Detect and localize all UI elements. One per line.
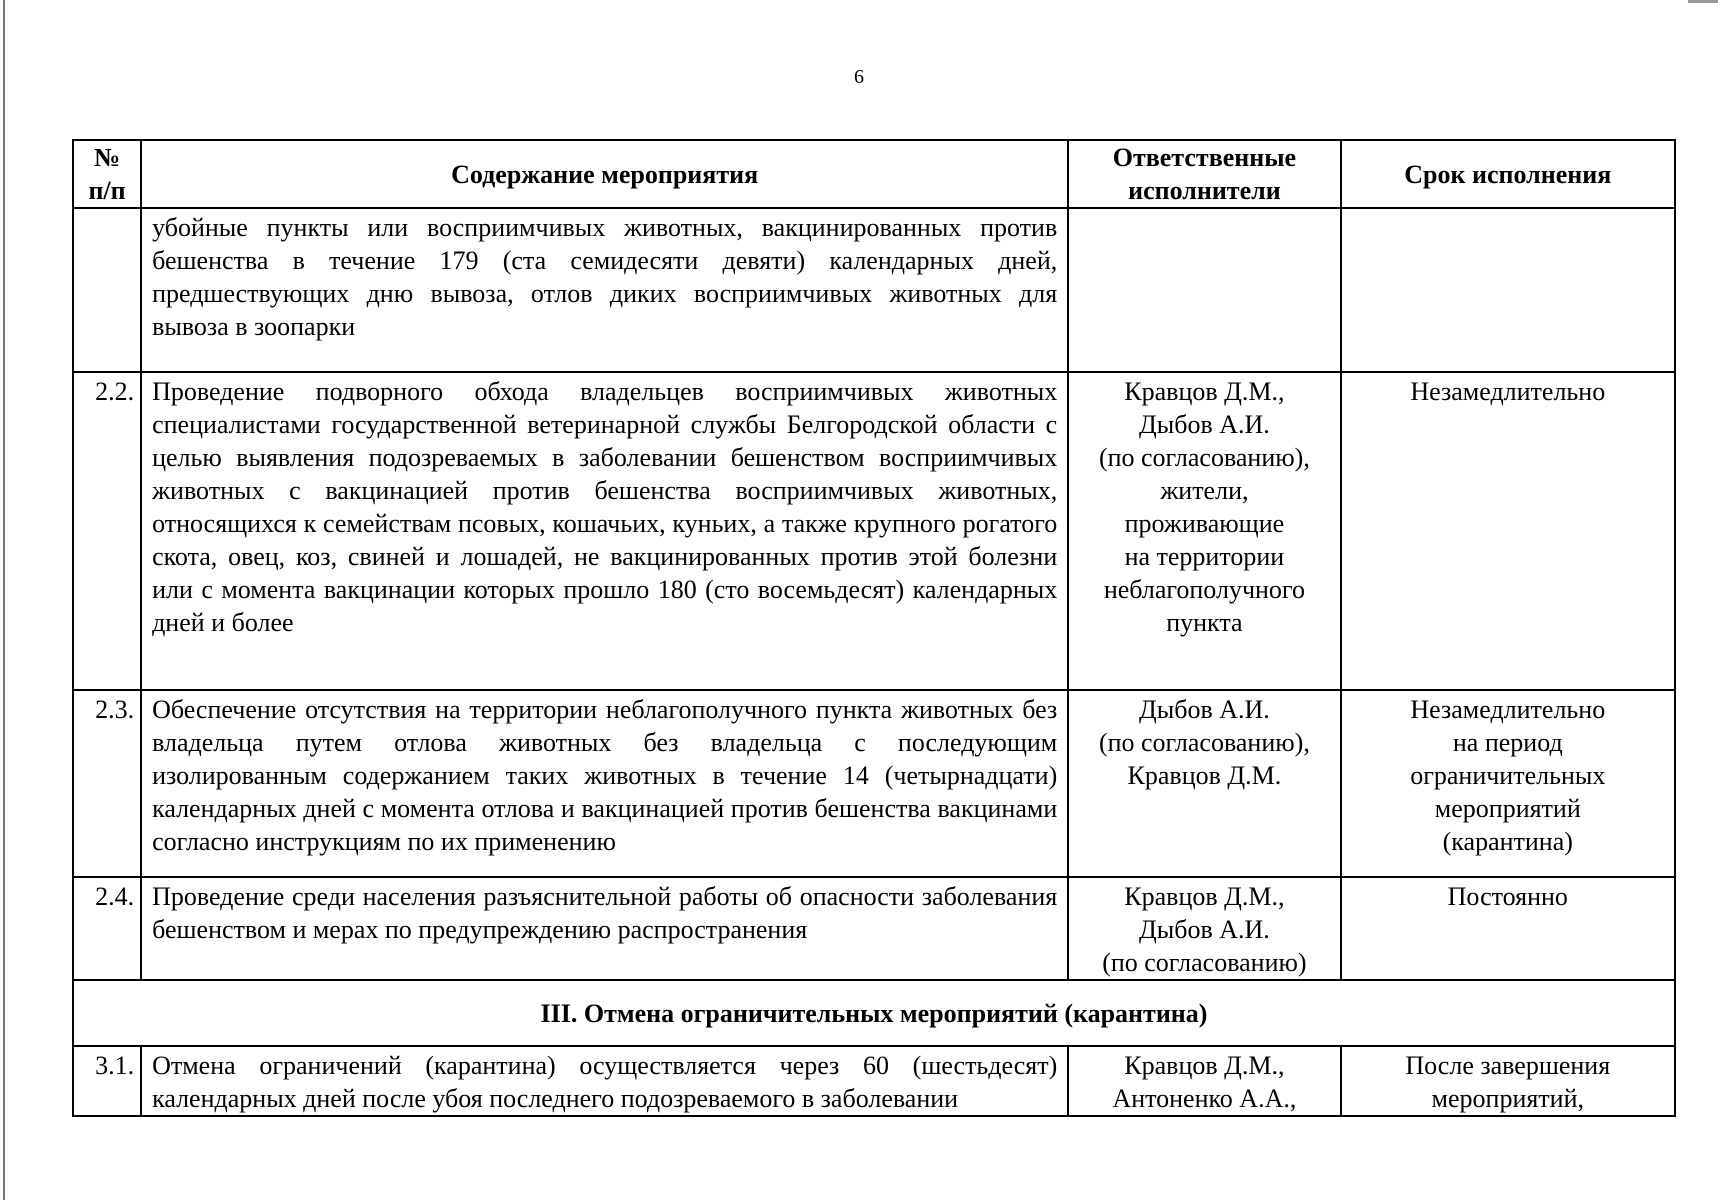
responsible-line: Дыбов А.И. <box>1139 410 1270 439</box>
term-line: После завершения <box>1405 1051 1611 1080</box>
row-term <box>1341 372 1675 690</box>
responsible-line: (по согласованию), <box>1098 443 1310 472</box>
responsible-line: проживающие <box>1124 509 1285 538</box>
term-line: Постоянно <box>1447 882 1568 911</box>
term-line: (карантина) <box>1442 827 1573 856</box>
header-responsible-line-1: Ответственные <box>1112 143 1297 172</box>
table-row <box>73 372 1675 690</box>
table-row <box>73 690 1675 877</box>
table-row <box>73 877 1675 980</box>
table-row <box>73 1046 1675 1116</box>
header-responsible-line-2: исполнители <box>1128 176 1281 205</box>
responsible-line: Дыбов А.И. <box>1139 915 1270 944</box>
responsible-line: Дыбов А.И. <box>1139 695 1270 724</box>
term-line: Незамедлительно <box>1410 695 1606 724</box>
responsible-line: Кравцов Д.М., <box>1124 882 1285 911</box>
row-content: Обеспечение отсутствия на территории неблагополучного пункта животных без владельца путем отлова животных без владельца с последующим изолированным содержанием таких животных в течение 14 (четырнадцати) календарных дней с момента отлова и вакцинацией против бешенства вакцинами согласно инструкциям по их применению <box>141 690 1068 877</box>
section-heading: III. Отмена ограничительных мероприятий (карантина) <box>73 980 1675 1046</box>
responsible-line: Антоненко А.А., <box>1112 1084 1297 1113</box>
responsible-line: Кравцов Д.М., <box>1124 377 1285 406</box>
row-number: 2.4. <box>73 877 141 980</box>
row-content: убойные пункты или восприимчивых животных, вакцинированных против бешенства в течение 179 (ста семидесяти девяти) календарных дней, предшествующих дню вывоза, отлов диких восприимчивых животных для вывоза в зоопарки <box>141 208 1068 372</box>
row-content: Отмена ограничений (карантина) осуществляется через 60 (шестьдесят) календарных дней после убоя последнего подозреваемого в заболевании <box>141 1046 1068 1116</box>
row-responsible <box>1068 372 1340 690</box>
header-num-line-2: п/п <box>88 176 126 205</box>
responsible-line: (по согласованию) <box>1102 948 1307 977</box>
scan-edge-line <box>3 0 5 1200</box>
header-num-line-1: № <box>93 143 121 172</box>
responsible-line: пункта <box>1166 608 1243 637</box>
responsible-line: Кравцов Д.М., <box>1124 1051 1285 1080</box>
row-responsible <box>1068 690 1340 877</box>
term-line: мероприятий, <box>1431 1084 1585 1113</box>
header-num <box>73 140 141 208</box>
row-number: 3.1. <box>73 1046 141 1116</box>
row-number <box>73 208 141 372</box>
row-responsible <box>1068 877 1340 980</box>
term-line: на период <box>1452 728 1563 757</box>
row-content: Проведение среди населения разъяснительной работы об опасности заболевания бешенством и мерах по предупреждению распространения <box>141 877 1068 980</box>
responsible-line: неблагополучного <box>1103 575 1305 604</box>
scan-corner-mark <box>1688 0 1718 3</box>
row-term <box>1341 1046 1675 1116</box>
responsible-line: Кравцов Д.М. <box>1127 761 1282 790</box>
row-term <box>1341 690 1675 877</box>
term-line: Незамедлительно <box>1410 377 1606 406</box>
table-header-row <box>73 140 1675 208</box>
row-number: 2.3. <box>73 690 141 877</box>
page-number: 6 <box>854 66 864 88</box>
header-term: Срок исполнения <box>1341 140 1675 208</box>
measures-table <box>72 139 1676 1117</box>
row-responsible <box>1068 1046 1340 1116</box>
row-content: Проведение подворного обхода владельцев восприимчивых животных специалистами государственной ветеринарной службы Белгородской области с целью выявления подозреваемых в заболевании бешенством восприимчивых животных с вакцинацией против бешенства восприимчивых животных, относящихся к семействам псовых, кошачьих, куньих, а также крупного рогатого скота, овец, коз, свиней и лошадей, не вакцинированных против этой болезни или с момента вакцинации которых прошло 180 (сто восемьдесят) календарных дней и более <box>141 372 1068 690</box>
responsible-line: на территории <box>1124 542 1285 571</box>
header-responsible <box>1068 140 1340 208</box>
row-term <box>1341 208 1675 372</box>
responsible-line: (по согласованию), <box>1098 728 1310 757</box>
row-number: 2.2. <box>73 372 141 690</box>
row-term <box>1341 877 1675 980</box>
table-row <box>73 208 1675 372</box>
term-line: мероприятий <box>1434 794 1581 823</box>
term-line: ограничительных <box>1410 761 1606 790</box>
header-content: Содержание мероприятия <box>141 140 1068 208</box>
responsible-line: жители, <box>1160 476 1249 505</box>
row-responsible <box>1068 208 1340 372</box>
section-row <box>73 980 1675 1046</box>
